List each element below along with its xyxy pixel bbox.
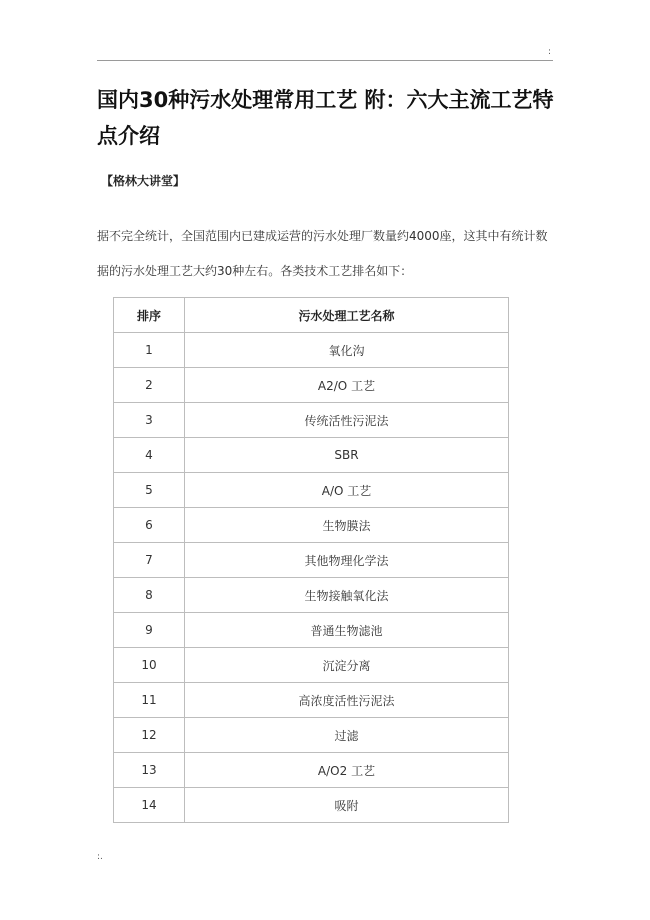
- process-name-cell: SBR: [185, 438, 509, 473]
- table-row: [114, 613, 509, 648]
- table-header-row: [114, 298, 509, 333]
- rank-cell: 3: [114, 403, 185, 438]
- rank-cell: 12: [114, 718, 185, 753]
- table-row: [114, 368, 509, 403]
- process-name-cell: 氧化沟: [185, 333, 509, 368]
- rank-cell: 5: [114, 473, 185, 508]
- table-row: [114, 718, 509, 753]
- table-row: [114, 508, 509, 543]
- rank-cell: 6: [114, 508, 185, 543]
- source-label: 【格林大讲堂】: [101, 174, 186, 188]
- rank-cell: 9: [114, 613, 185, 648]
- process-name-cell: 传统活性污泥法: [185, 403, 509, 438]
- rank-cell: 1: [114, 333, 185, 368]
- process-name-cell: 吸附: [185, 788, 509, 823]
- table-row: [114, 578, 509, 613]
- table-row: [114, 648, 509, 683]
- rank-cell: 10: [114, 648, 185, 683]
- table-row: [114, 333, 509, 368]
- rank-cell: 14: [114, 788, 185, 823]
- process-name-cell: 沉淀分离: [185, 648, 509, 683]
- header-rule: [97, 60, 553, 61]
- table-row: [114, 788, 509, 823]
- rank-cell: 13: [114, 753, 185, 788]
- process-name-cell: 生物接触氧化法: [185, 578, 509, 613]
- process-name-cell: A/O2 工艺: [185, 753, 509, 788]
- process-name-cell: 高浓度活性污泥法: [185, 683, 509, 718]
- table-row: [114, 473, 509, 508]
- header-rank: 排序: [114, 298, 185, 333]
- table-row: [114, 543, 509, 578]
- rank-cell: 2: [114, 368, 185, 403]
- process-name-cell: A/O 工艺: [185, 473, 509, 508]
- intro-paragraph: 据不完全统计，全国范围内已建成运营的污水处理厂数量约4000座，这其中有统计数据的污水处理工艺大约30种左右。各类技术工艺排名如下：: [97, 229, 548, 278]
- process-name-cell: 其他物理化学法: [185, 543, 509, 578]
- table-row: [114, 683, 509, 718]
- page-corner-mark: :.: [97, 852, 103, 862]
- process-name-cell: 普通生物滤池: [185, 613, 509, 648]
- process-name-cell: A2/O 工艺: [185, 368, 509, 403]
- rank-cell: 4: [114, 438, 185, 473]
- rank-cell: 8: [114, 578, 185, 613]
- process-name-cell: 生物膜法: [185, 508, 509, 543]
- rank-cell: 11: [114, 683, 185, 718]
- rank-cell: 7: [114, 543, 185, 578]
- process-ranking-table: [113, 297, 509, 823]
- page-title: 国内30种污水处理常用工艺 附：六大主流工艺特点介绍: [97, 88, 554, 148]
- table-row: [114, 403, 509, 438]
- table-row: [114, 438, 509, 473]
- process-name-cell: 过滤: [185, 718, 509, 753]
- page-corner-mark: :: [548, 47, 552, 57]
- table-body: [114, 333, 509, 823]
- table-row: [114, 753, 509, 788]
- header-process-name: 污水处理工艺名称: [185, 298, 509, 333]
